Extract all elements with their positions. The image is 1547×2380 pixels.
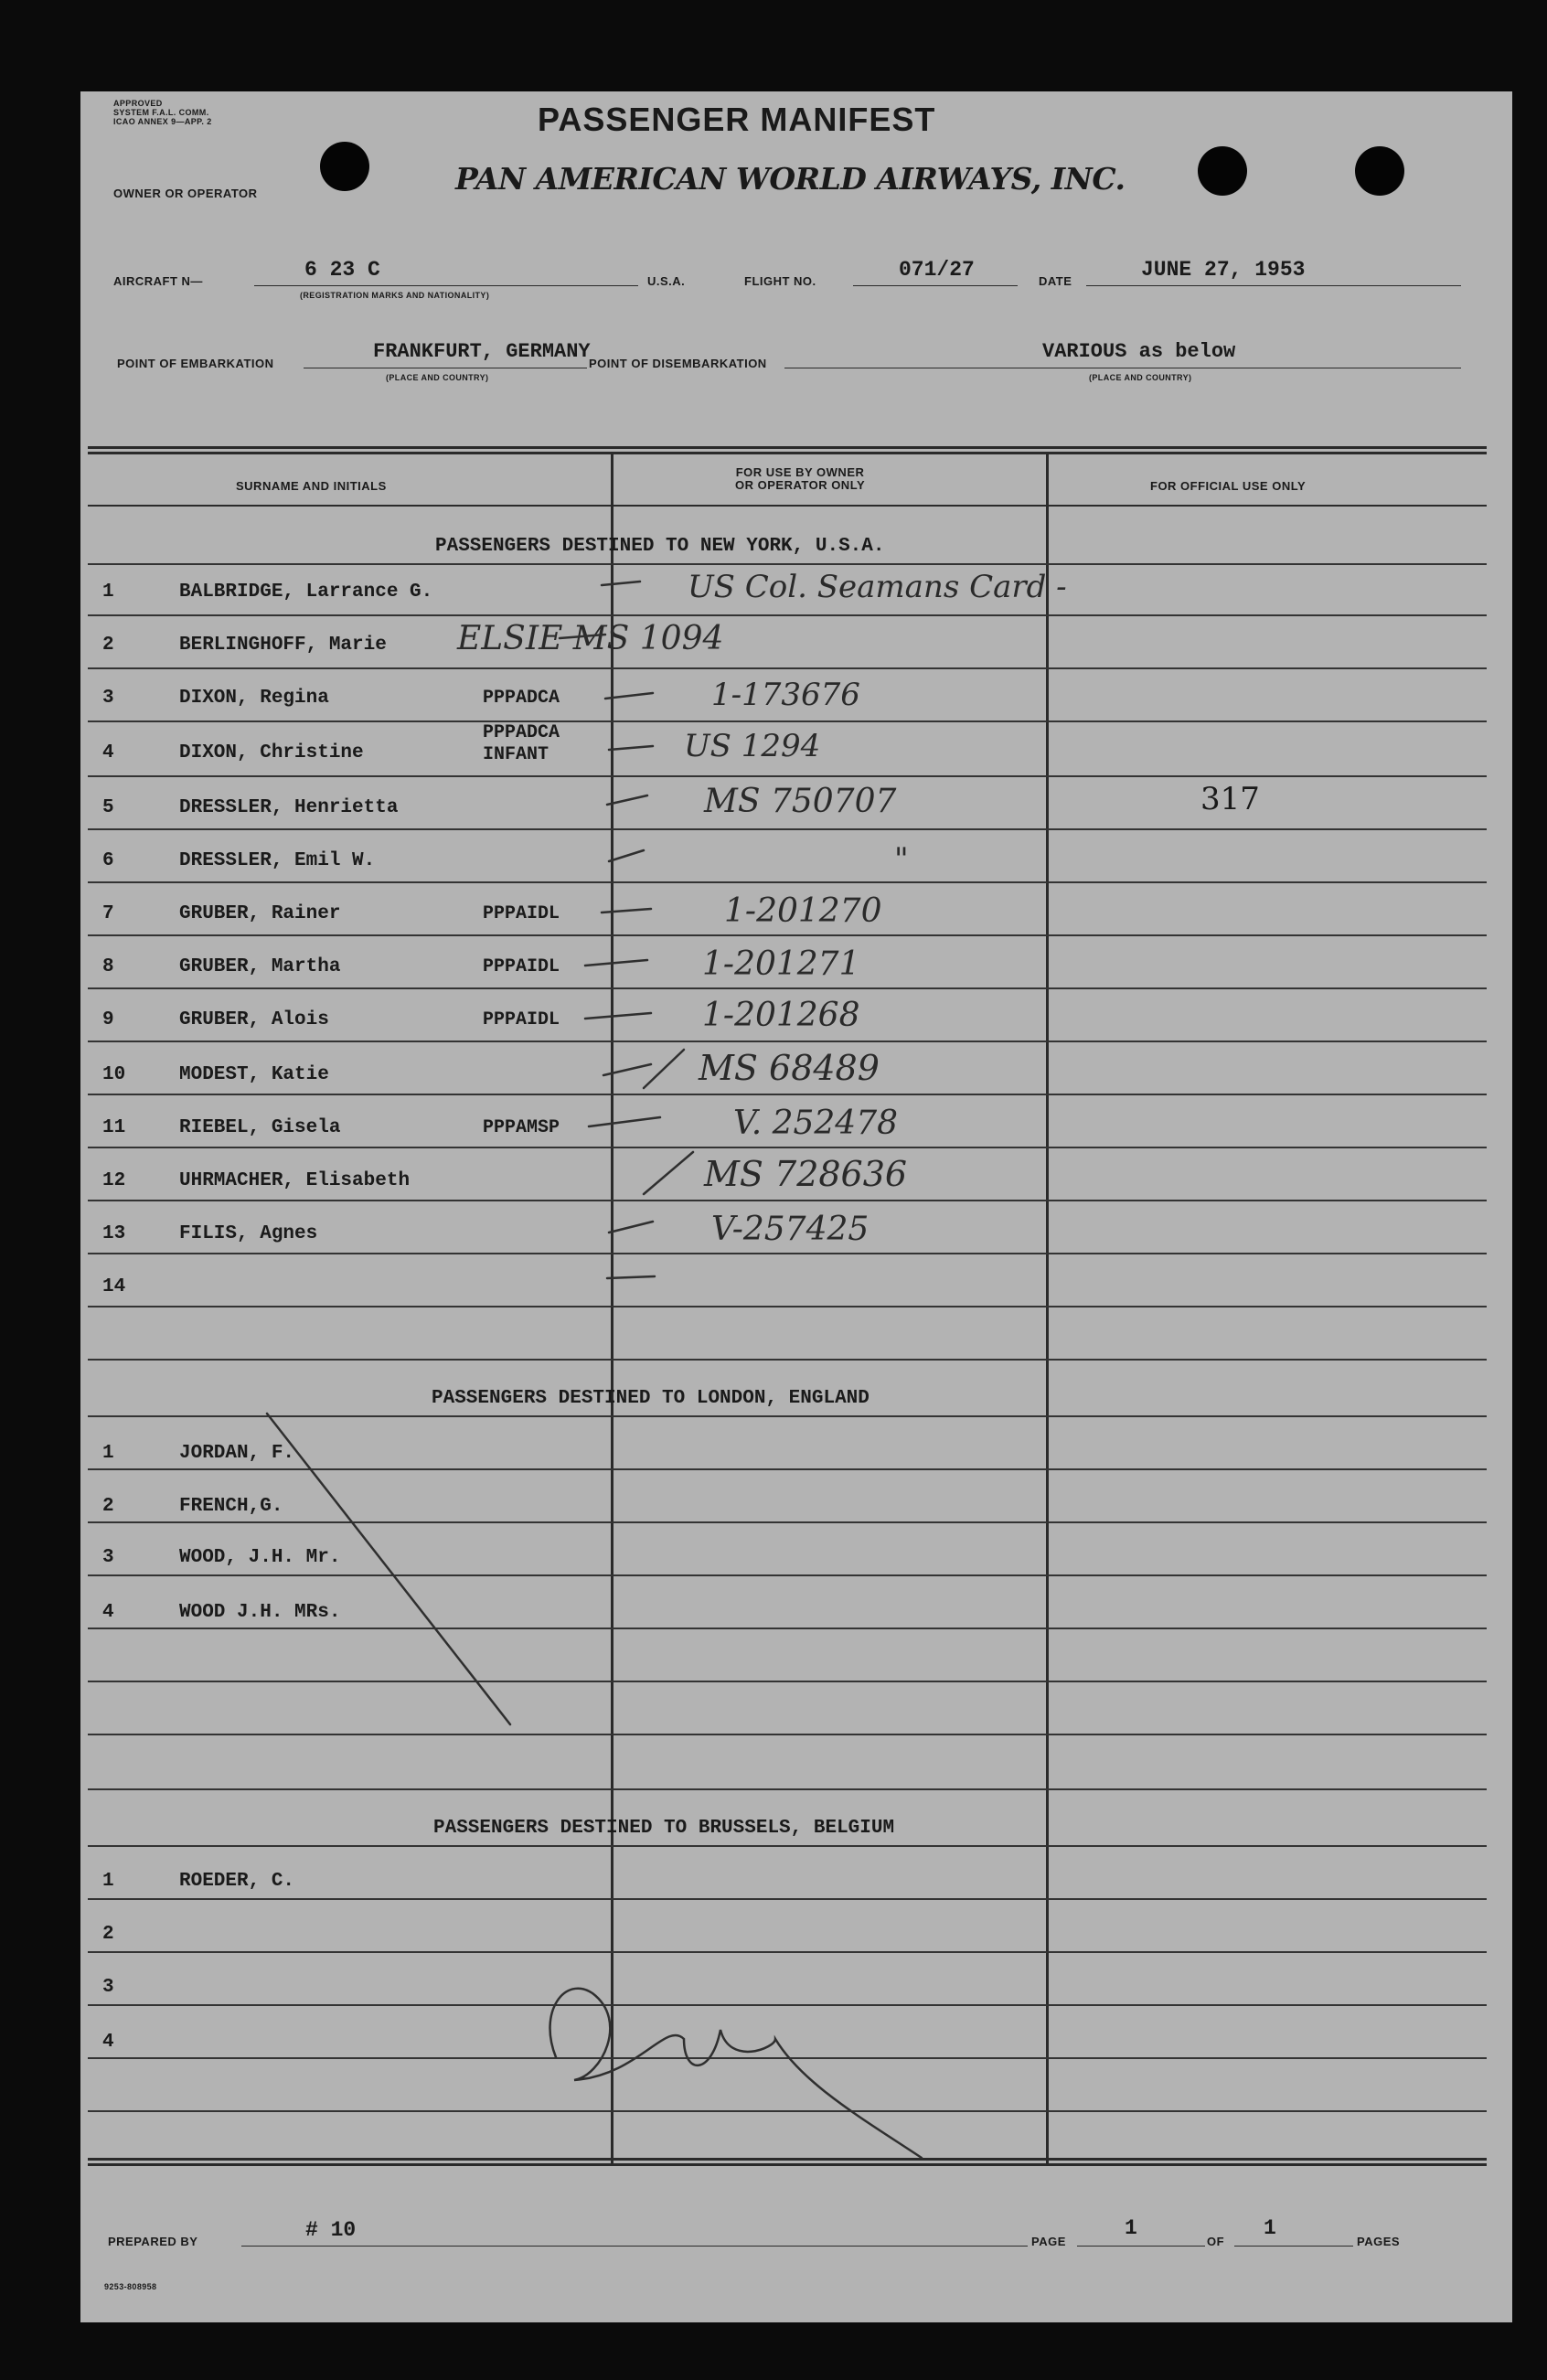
passenger-name: BERLINGHOFF, Marie bbox=[179, 635, 387, 656]
passenger-name: JORDAN, F. bbox=[179, 1443, 295, 1464]
signature bbox=[550, 1989, 922, 2158]
handwritten-document: 1-201271 bbox=[702, 945, 860, 983]
of-label: OF bbox=[1207, 2235, 1225, 2248]
passenger-name: WOOD J.H. MRs. bbox=[179, 1602, 341, 1623]
tick-mark bbox=[602, 582, 640, 585]
tick-mark bbox=[585, 1013, 651, 1019]
handwritten-document: US 1294 bbox=[684, 728, 821, 764]
row-number: 3 bbox=[102, 1547, 114, 1568]
passenger-name: DRESSLER, Emil W. bbox=[179, 850, 376, 871]
row-number: 4 bbox=[102, 1602, 114, 1623]
tick-mark bbox=[589, 1117, 660, 1126]
disembark-label: POINT OF DISEMBARKATION bbox=[589, 357, 767, 370]
row-number: 4 bbox=[102, 742, 114, 763]
row-number: 9 bbox=[102, 1009, 114, 1030]
aircraft-value: 6 23 C bbox=[304, 258, 380, 282]
handwritten-document: V. 252478 bbox=[733, 1105, 899, 1142]
row-number: 13 bbox=[102, 1223, 126, 1244]
cross-out-stroke bbox=[267, 1414, 510, 1724]
passenger-name: DIXON, Christine bbox=[179, 742, 364, 763]
airline-name: PAN AMERICAN WORLD AIRWAYS, INC. bbox=[455, 161, 1126, 197]
page-underline bbox=[1077, 2246, 1205, 2247]
passenger-name: GRUBER, Martha bbox=[179, 956, 341, 977]
handwritten-document: MS 728636 bbox=[704, 1154, 908, 1194]
tick-mark bbox=[602, 909, 651, 913]
prepared-value: # 10 bbox=[305, 2218, 357, 2242]
handwritten-document: ELSIE MS 1094 bbox=[457, 620, 724, 657]
usa-label: U.S.A. bbox=[647, 274, 686, 288]
document-code: PPPADCA bbox=[483, 688, 560, 709]
approval-line: APPROVED bbox=[113, 99, 163, 108]
passenger-name: WOOD, J.H. Mr. bbox=[179, 1547, 341, 1568]
of-underline bbox=[1234, 2246, 1353, 2247]
tick-mark bbox=[603, 1064, 651, 1075]
row-number: 3 bbox=[102, 688, 114, 709]
passenger-name: ROEDER, C. bbox=[179, 1871, 295, 1892]
pages-label: PAGES bbox=[1357, 2235, 1401, 2248]
passenger-name: GRUBER, Rainer bbox=[179, 903, 341, 924]
row-number: 2 bbox=[102, 635, 114, 656]
document-code: PPPAIDL bbox=[483, 1009, 560, 1030]
row-number: 3 bbox=[102, 1977, 114, 1998]
row-number: 2 bbox=[102, 1496, 114, 1517]
row-number: 12 bbox=[102, 1170, 126, 1191]
handwritten-document: V-257425 bbox=[711, 1211, 870, 1248]
approval-line: ICAO ANNEX 9—APP. 2 bbox=[113, 117, 212, 126]
prepared-underline bbox=[241, 2246, 1028, 2247]
flight-value: 071/27 bbox=[899, 258, 975, 282]
tick-mark bbox=[609, 746, 653, 750]
manifest-sheet bbox=[80, 91, 1512, 2322]
document-code: PPPAIDL bbox=[483, 956, 560, 977]
handwritten-document: 1-173676 bbox=[711, 677, 860, 713]
row-number: 8 bbox=[102, 956, 114, 977]
row-number: 7 bbox=[102, 903, 114, 924]
disembark-value: VARIOUS as below bbox=[1042, 340, 1236, 363]
row-number: 1 bbox=[102, 1443, 114, 1464]
passenger-name: GRUBER, Alois bbox=[179, 1009, 329, 1030]
place-caption: (PLACE AND COUNTRY) bbox=[1089, 373, 1192, 382]
of-value: 1 bbox=[1264, 2216, 1276, 2240]
row-number: 2 bbox=[102, 1924, 114, 1945]
row-number: 1 bbox=[102, 1871, 114, 1892]
handwriting-overlay bbox=[80, 91, 1512, 2322]
column-surname: SURNAME AND INITIALS bbox=[236, 479, 387, 493]
form-number: 9253-808958 bbox=[104, 2282, 157, 2291]
column-owner-line: FOR USE BY OWNER bbox=[735, 465, 865, 479]
section-heading-brussels: PASSENGERS DESTINED TO BRUSSELS, BELGIUM bbox=[433, 1818, 895, 1839]
date-value: JUNE 27, 1953 bbox=[1141, 258, 1306, 282]
row-number: 5 bbox=[102, 797, 114, 818]
handwritten-document: 1-201268 bbox=[702, 997, 860, 1034]
handwritten-document: 1-201270 bbox=[724, 892, 882, 930]
passenger-name: FRENCH,G. bbox=[179, 1496, 283, 1517]
row-number: 4 bbox=[102, 2032, 114, 2053]
section-heading-newyork: PASSENGERS DESTINED TO NEW YORK, U.S.A. bbox=[435, 536, 885, 557]
tick-mark bbox=[609, 850, 644, 861]
passenger-name: BALBRIDGE, Larrance G. bbox=[179, 582, 433, 603]
handwritten-document: MS 750707 bbox=[704, 783, 897, 820]
tick-mark bbox=[607, 795, 647, 805]
passenger-name: UHRMACHER, Elisabeth bbox=[179, 1170, 411, 1191]
approval-line: SYSTEM F.A.L. COMM. bbox=[113, 108, 209, 117]
place-caption: (PLACE AND COUNTRY) bbox=[386, 373, 489, 382]
handwritten-document: " bbox=[894, 841, 909, 878]
page-label: PAGE bbox=[1031, 2235, 1066, 2248]
handwritten-document: MS 68489 bbox=[699, 1048, 880, 1088]
embark-value: FRANKFURT, GERMANY bbox=[373, 340, 591, 363]
row-number: 11 bbox=[102, 1117, 126, 1138]
tick-mark bbox=[560, 635, 605, 638]
date-label: DATE bbox=[1039, 274, 1072, 288]
flight-label: FLIGHT NO. bbox=[744, 274, 816, 288]
row-number: 14 bbox=[102, 1276, 126, 1297]
passenger-name: FILIS, Agnes bbox=[179, 1223, 318, 1244]
passenger-name: RIEBEL, Gisela bbox=[179, 1117, 341, 1138]
column-owner-line: OR OPERATOR ONLY bbox=[735, 478, 866, 492]
embark-label: POINT OF EMBARKATION bbox=[117, 357, 274, 370]
document-code: PPPAMSP bbox=[483, 1117, 560, 1138]
tick-mark bbox=[609, 1222, 653, 1233]
aircraft-label: AIRCRAFT N— bbox=[113, 274, 203, 288]
registration-caption: (REGISTRATION MARKS AND NATIONALITY) bbox=[300, 291, 490, 300]
passenger-name: MODEST, Katie bbox=[179, 1064, 329, 1085]
owner-label: OWNER OR OPERATOR bbox=[113, 187, 258, 200]
tick-mark bbox=[585, 960, 647, 966]
slash-mark bbox=[644, 1152, 693, 1194]
passenger-name: DIXON, Regina bbox=[179, 688, 329, 709]
prepared-label: PREPARED BY bbox=[108, 2235, 198, 2248]
handwritten-document: US Col. Seamans Card - bbox=[688, 569, 1067, 605]
tick-mark bbox=[607, 1276, 655, 1278]
official-note: 317 bbox=[1200, 781, 1260, 817]
section-heading-london: PASSENGERS DESTINED TO LONDON, ENGLAND bbox=[432, 1388, 870, 1409]
form-title: PASSENGER MANIFEST bbox=[538, 101, 936, 138]
row-number: 6 bbox=[102, 850, 114, 871]
passenger-name: DRESSLER, Henrietta bbox=[179, 797, 399, 818]
tick-mark bbox=[605, 693, 653, 699]
document-code: PPPADCA INFANT bbox=[483, 722, 560, 765]
column-official: FOR OFFICIAL USE ONLY bbox=[1150, 479, 1307, 493]
slash-mark bbox=[644, 1050, 684, 1088]
page-value: 1 bbox=[1125, 2216, 1137, 2240]
row-number: 10 bbox=[102, 1064, 126, 1085]
row-number: 1 bbox=[102, 582, 114, 603]
document-code: PPPAIDL bbox=[483, 903, 560, 924]
